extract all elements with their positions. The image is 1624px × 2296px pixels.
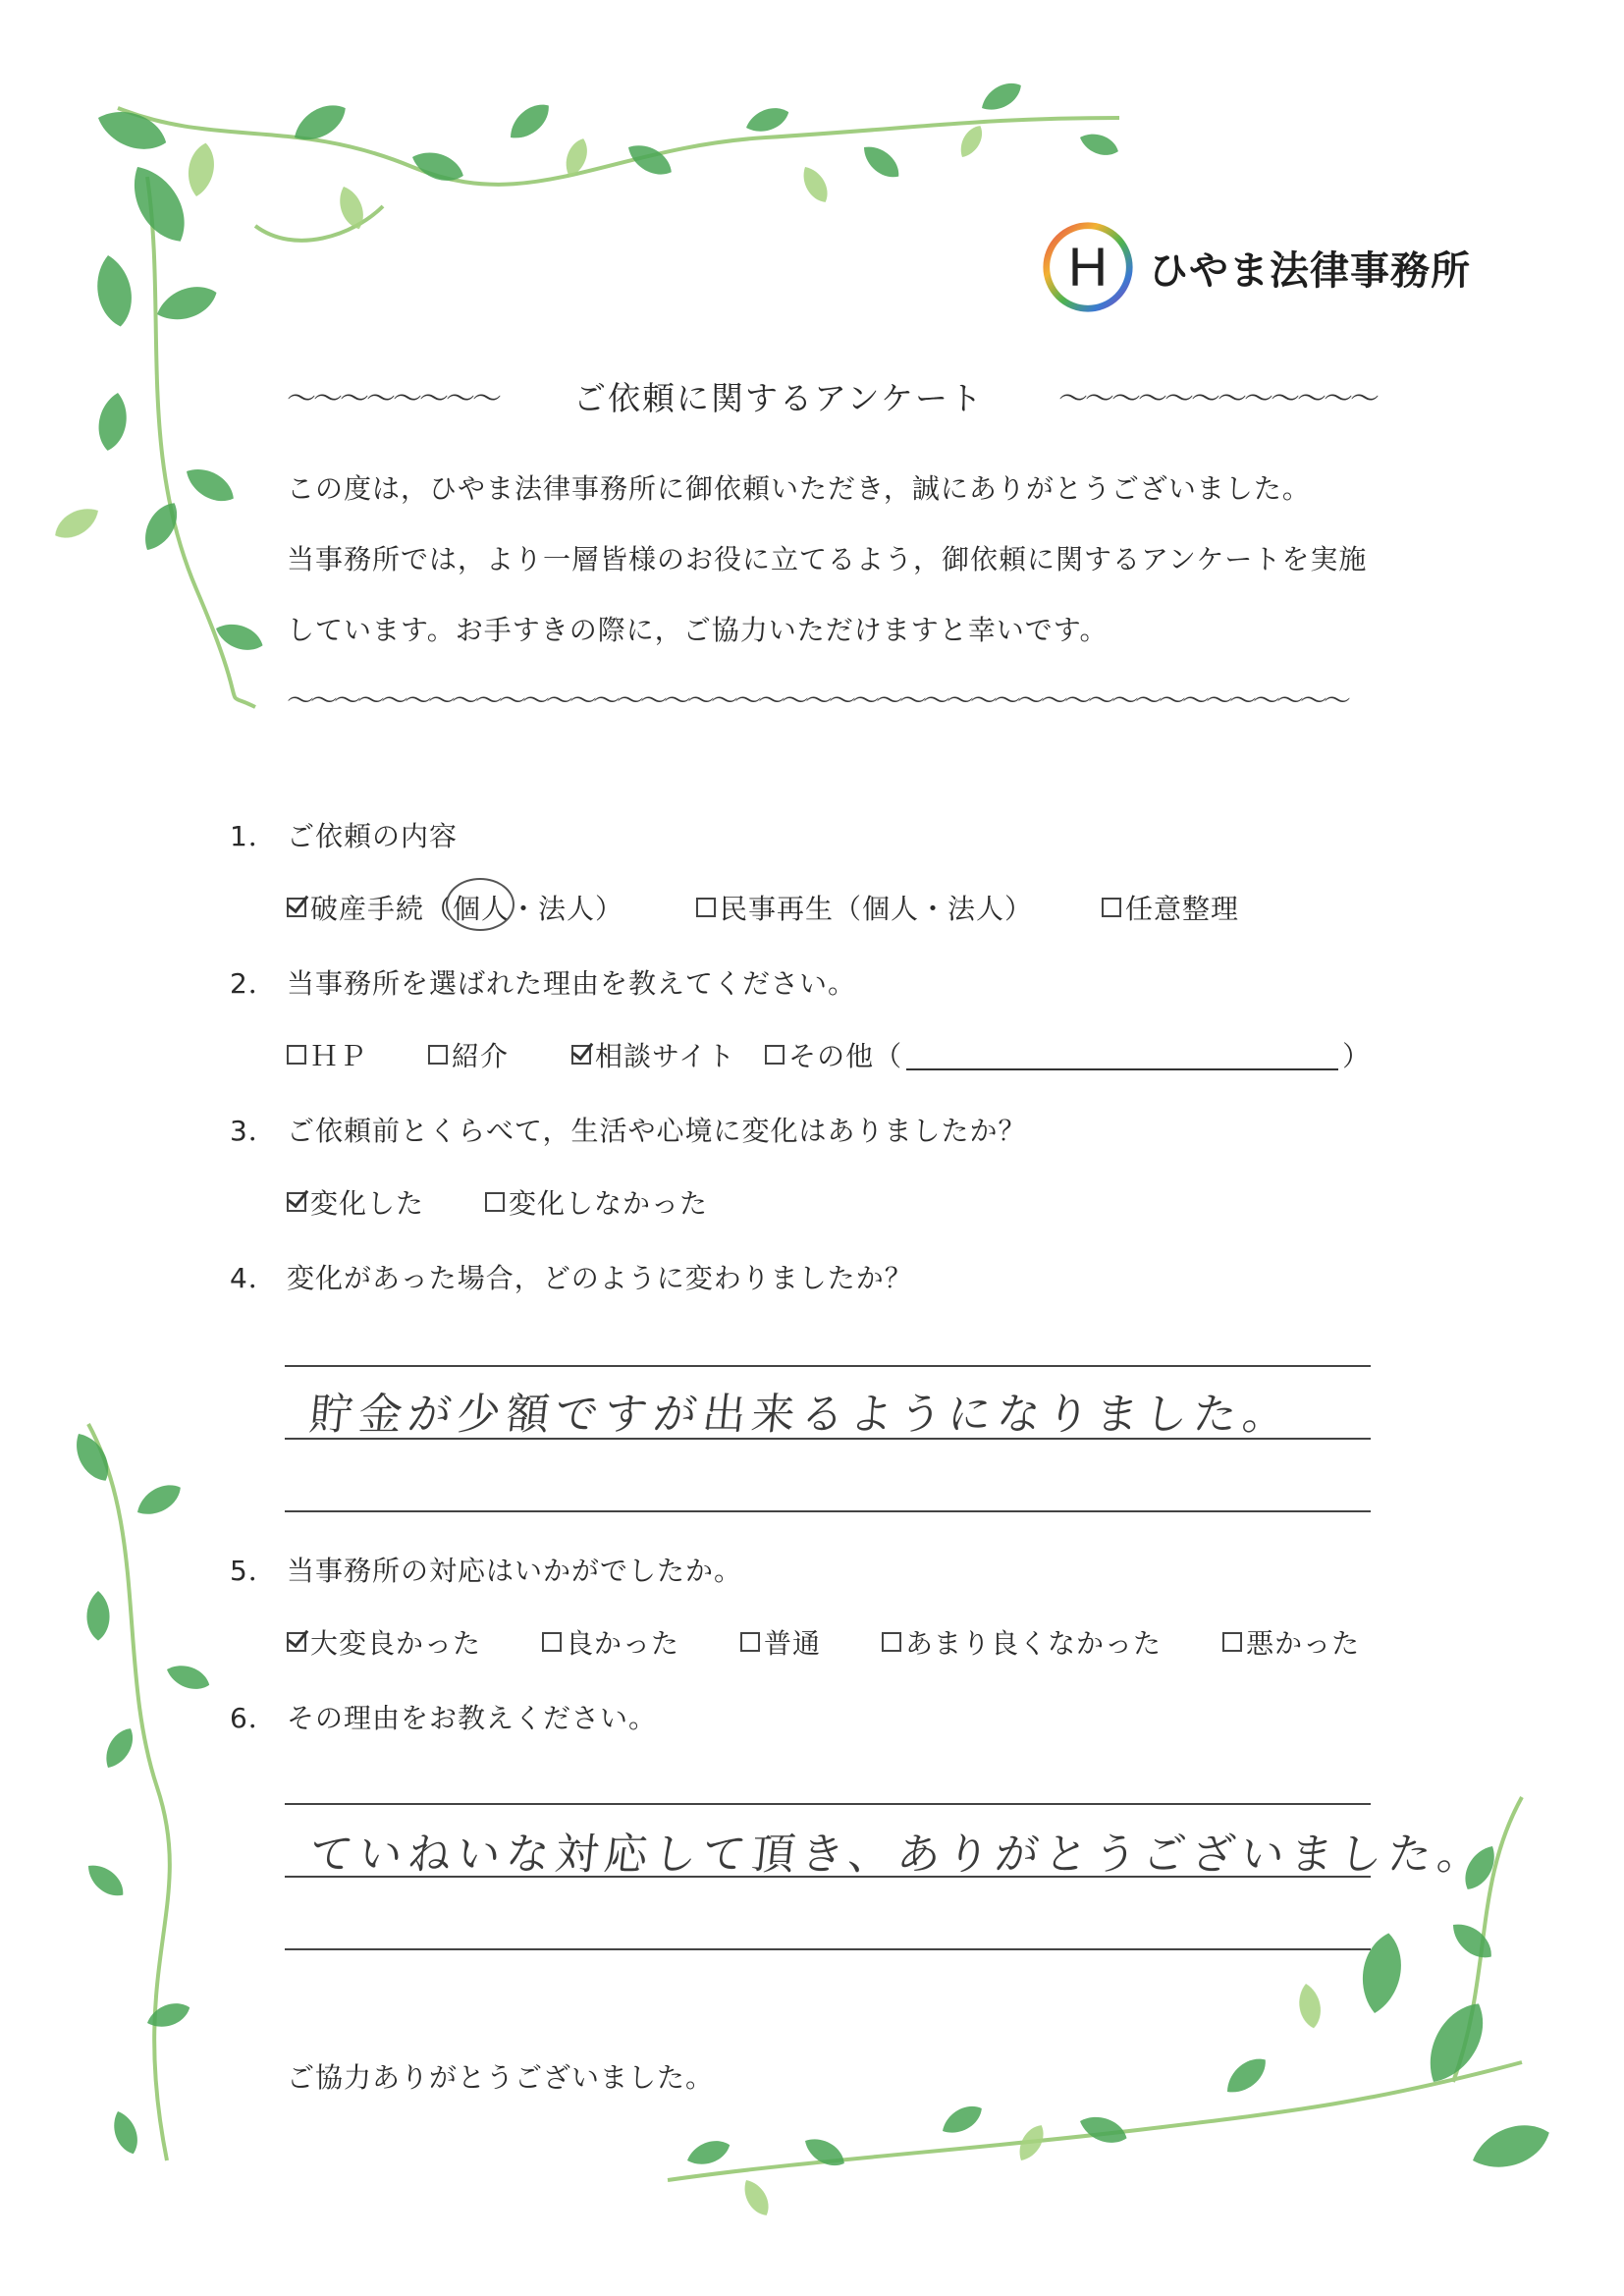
question-text: ご依頼前とくらべて，生活や心境に変化はありましたか？ bbox=[287, 1115, 1027, 1147]
option-label: 民事再生（個人・法人） bbox=[720, 893, 1034, 925]
option-referral[interactable] bbox=[428, 1035, 509, 1074]
handwritten-answer-6[interactable]: ていねいな対応して頂き、ありがとうございました。 bbox=[306, 1830, 1489, 1880]
checkbox-icon[interactable] bbox=[882, 1632, 901, 1652]
question-5 bbox=[230, 1550, 742, 1589]
question-number: 1． bbox=[230, 820, 277, 852]
checkbox-icon[interactable] bbox=[485, 1192, 505, 1212]
option-bankruptcy[interactable] bbox=[287, 888, 623, 927]
brand-name: ひやま法律事務所 bbox=[1149, 246, 1471, 294]
option-label: 相談サイト bbox=[595, 1040, 736, 1072]
option-label: 変化しなかった bbox=[509, 1187, 709, 1220]
checkbox-checked-icon[interactable] bbox=[287, 898, 306, 917]
question-1 bbox=[230, 815, 458, 854]
vine-left-icon bbox=[88, 1424, 170, 2160]
other-text-field[interactable] bbox=[906, 1039, 1338, 1070]
option-label: ＨＰ bbox=[310, 1040, 368, 1072]
intro-line-2: 当事務所では，より一層皆様のお役に立てるよう，御依頼に関するアンケートを実施 bbox=[287, 543, 1368, 575]
option-label: 普通 bbox=[764, 1627, 822, 1660]
question-number: 5． bbox=[230, 1555, 277, 1587]
option-bad[interactable] bbox=[1222, 1622, 1360, 1662]
question-text: ご依頼の内容 bbox=[287, 820, 459, 852]
answer-line bbox=[285, 1438, 1371, 1440]
option-label: その他（ bbox=[788, 1040, 903, 1072]
header-wave-right: 〜〜〜〜〜〜〜〜〜〜〜〜 bbox=[1058, 382, 1377, 416]
question-text: その理由をお教えください。 bbox=[287, 1702, 658, 1734]
checkbox-icon[interactable] bbox=[696, 898, 716, 917]
checkbox-icon[interactable] bbox=[1222, 1632, 1242, 1652]
option-label: 大変良かった bbox=[310, 1627, 482, 1660]
option-hp[interactable] bbox=[287, 1035, 367, 1074]
answer-line bbox=[285, 1803, 1371, 1805]
checkbox-icon[interactable] bbox=[740, 1632, 760, 1652]
option-suffix: ） bbox=[1342, 1040, 1372, 1072]
answer-line bbox=[285, 1510, 1371, 1512]
option-label: あまり良くなかった bbox=[905, 1627, 1163, 1660]
checkbox-icon[interactable] bbox=[765, 1045, 785, 1065]
question-1-options bbox=[287, 888, 1239, 927]
header-wave-left: 〜〜〜〜〜〜〜〜 bbox=[287, 382, 499, 416]
option-label: 悪かった bbox=[1246, 1627, 1361, 1660]
option-label: 任意整理 bbox=[1125, 893, 1240, 925]
question-6 bbox=[230, 1697, 657, 1736]
option-very-good[interactable] bbox=[287, 1622, 481, 1662]
option-voluntary[interactable] bbox=[1102, 888, 1239, 927]
brand-logo bbox=[1041, 218, 1471, 316]
intro-line-1: この度は，ひやま法律事務所に御依頼いただき，誠にありがとうございました。 bbox=[287, 472, 1311, 505]
closing-message: ご協力ありがとうございました。 bbox=[287, 2061, 715, 2094]
page-title: ご依頼に関するアンケート bbox=[572, 378, 985, 417]
question-2 bbox=[230, 962, 856, 1002]
option-civil-rehab[interactable] bbox=[696, 888, 1033, 927]
question-5-options bbox=[287, 1622, 1360, 1662]
option-label: 変化した bbox=[310, 1187, 425, 1220]
logo-letter: H bbox=[1067, 237, 1109, 299]
option-label: 破産手続（個人・法人） bbox=[310, 893, 624, 925]
question-number: 4． bbox=[230, 1262, 277, 1294]
intro-line-3: しています。お手すきの際に，ご協力いただけますと幸いです。 bbox=[287, 614, 1109, 646]
option-average[interactable] bbox=[740, 1622, 821, 1662]
checkbox-checked-icon[interactable] bbox=[571, 1045, 591, 1065]
option-label: 紹介 bbox=[452, 1040, 510, 1072]
option-good[interactable] bbox=[542, 1622, 679, 1662]
intro-wave-divider: 〜〜〜〜〜〜〜〜〜〜〜〜〜〜〜〜〜〜〜〜〜〜〜〜〜〜〜〜〜〜〜〜〜〜〜〜〜〜〜〜〜〜〜〜〜 bbox=[287, 684, 1348, 717]
question-4 bbox=[230, 1257, 913, 1296]
checkbox-icon[interactable] bbox=[428, 1045, 448, 1065]
question-number: 6． bbox=[230, 1702, 277, 1734]
question-text: 変化があった場合，どのように変わりましたか？ bbox=[287, 1262, 913, 1294]
question-3 bbox=[230, 1110, 1026, 1149]
question-2-options bbox=[287, 1035, 1371, 1074]
logo-h-icon bbox=[1041, 220, 1135, 314]
answer-line bbox=[285, 1948, 1371, 1950]
option-label: 良かった bbox=[566, 1627, 680, 1660]
question-3-options bbox=[287, 1182, 708, 1222]
option-not-changed[interactable] bbox=[485, 1182, 708, 1222]
checkbox-icon[interactable] bbox=[1102, 898, 1121, 917]
option-consult-site[interactable] bbox=[571, 1035, 735, 1074]
checkbox-icon[interactable] bbox=[287, 1045, 306, 1065]
question-text: 当事務所の対応はいかがでしたか。 bbox=[287, 1555, 743, 1587]
checkbox-checked-icon[interactable] bbox=[287, 1192, 306, 1212]
handwritten-answer-4[interactable]: 貯金が少額ですが出来るようになりました。 bbox=[306, 1390, 1295, 1440]
survey-header bbox=[287, 371, 1377, 420]
checkbox-icon[interactable] bbox=[542, 1632, 562, 1652]
question-text: 当事務所を選ばれた理由を教えてください。 bbox=[287, 967, 857, 1000]
option-not-so-good[interactable] bbox=[882, 1622, 1162, 1662]
answer-line bbox=[285, 1365, 1371, 1367]
question-number: 2． bbox=[230, 967, 277, 1000]
hand-circle-mark-icon bbox=[446, 878, 514, 931]
answer-line bbox=[285, 1876, 1371, 1878]
option-changed[interactable] bbox=[287, 1182, 424, 1222]
option-other[interactable] bbox=[765, 1035, 1371, 1074]
question-number: 3． bbox=[230, 1115, 277, 1147]
checkbox-checked-icon[interactable] bbox=[287, 1632, 306, 1652]
